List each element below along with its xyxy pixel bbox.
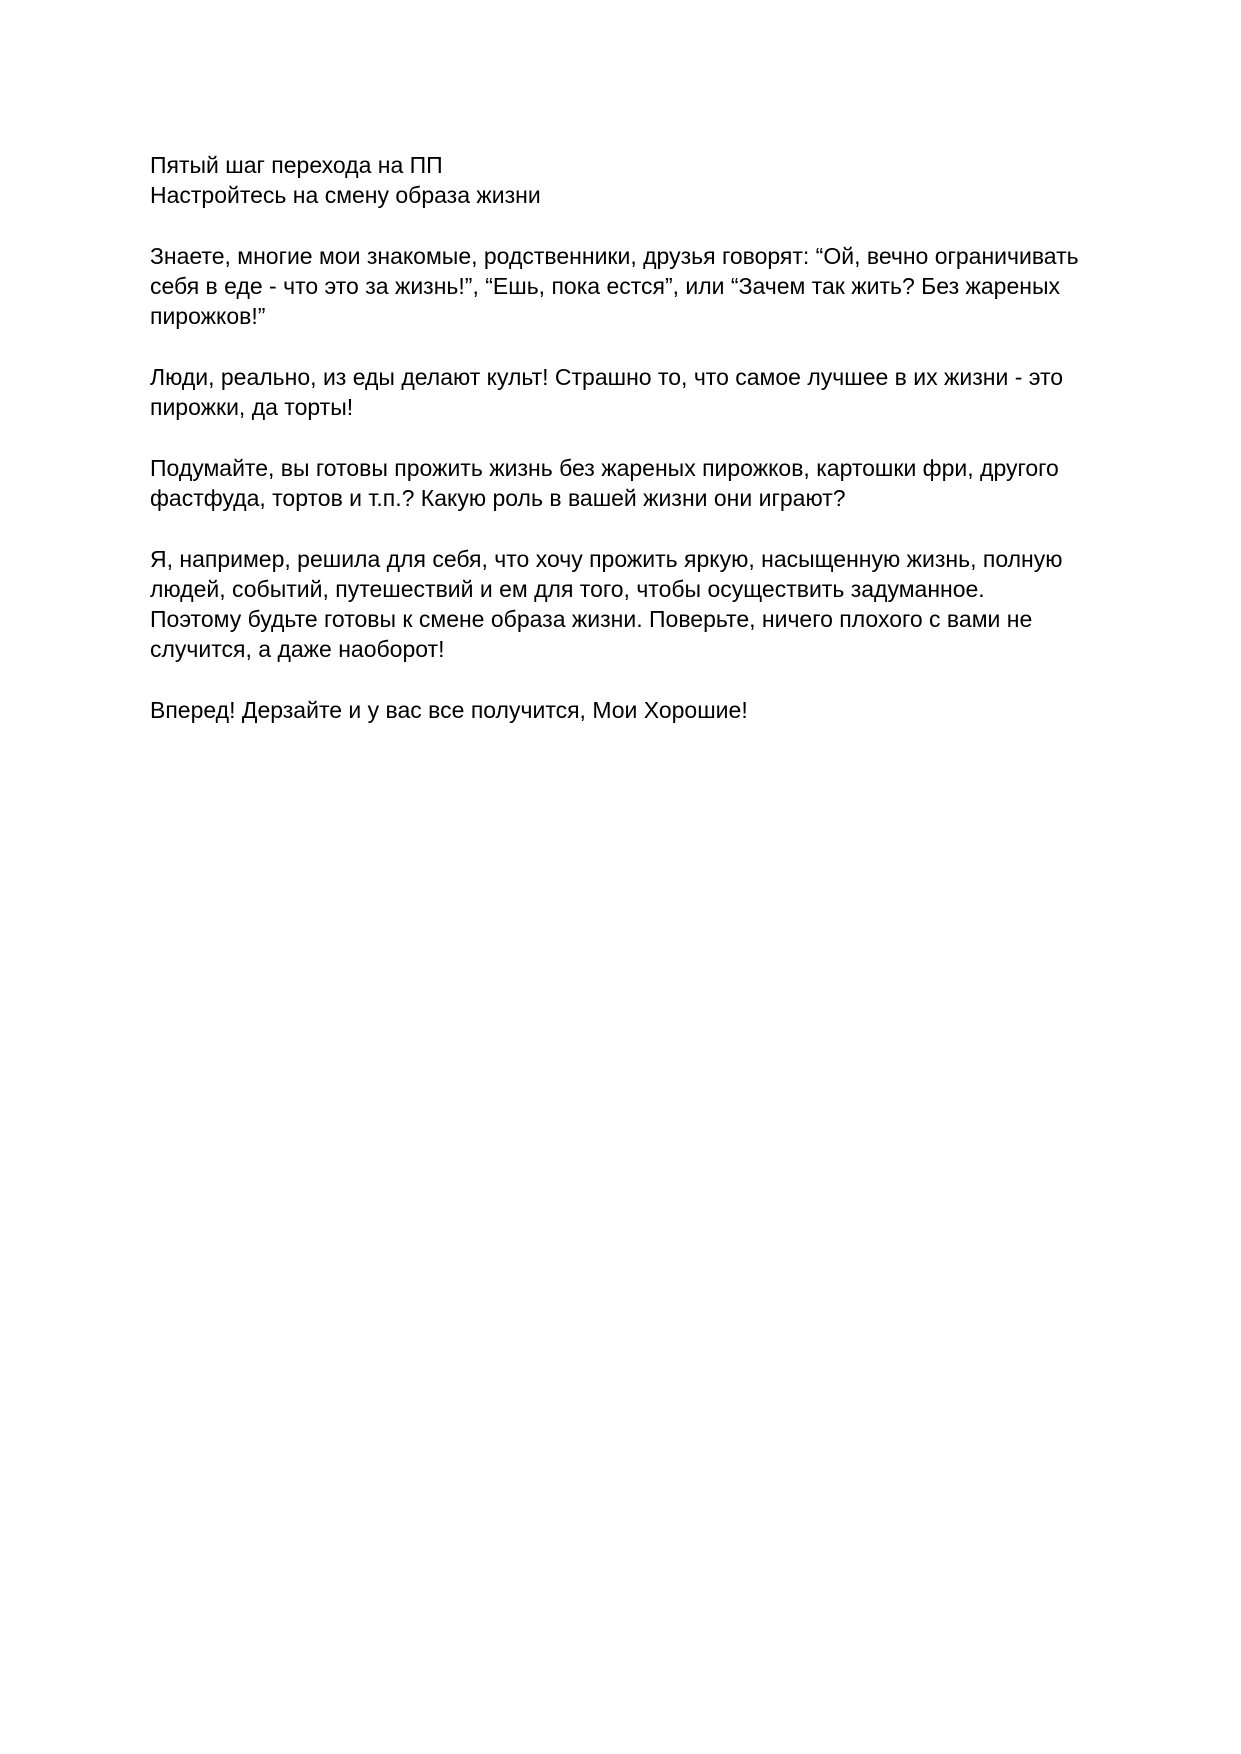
paragraph-spacer: [150, 331, 1090, 362]
paragraph-line: Подумайте, вы готовы прожить жизнь без жареных пирожков, картошки фри, другого: [150, 455, 1059, 481]
document-body: [150, 150, 1090, 725]
paragraph-line: случится, а даже наоборот!: [150, 636, 445, 662]
document-subtitle: Настройтесь на смену образа жизни: [150, 182, 541, 208]
paragraph-line: людей, событий, путешествий и ем для того, чтобы осуществить задуманное.: [150, 576, 985, 602]
paragraph-spacer: [150, 422, 1090, 453]
paragraph-1: [150, 241, 1090, 331]
paragraph-line: себя в еде - что это за жизнь!”, “Ешь, пока естся”, или “Зачем так жить? Без жареных: [150, 273, 1060, 299]
paragraph-line: Я, например, решила для себя, что хочу прожить яркую, насыщенную жизнь, полную: [150, 546, 1063, 572]
paragraph-line: Знаете, многие мои знакомые, родственники, друзья говорят: “Ой, вечно ограничивать: [150, 243, 1079, 269]
paragraph-line: пирожки, да торты!: [150, 394, 354, 420]
paragraph-line: Люди, реально, из еды делают культ! Страшно то, что самое лучшее в их жизни - это: [150, 364, 1064, 390]
document-heading: [150, 150, 1090, 210]
paragraph-5: [150, 695, 1090, 725]
paragraph-line: Поэтому будьте готовы к смене образа жизни. Поверьте, ничего плохого с вами не: [150, 606, 1033, 632]
paragraph-line: фастфуда, тортов и т.п.? Какую роль в вашей жизни они играют?: [150, 485, 846, 511]
paragraph-spacer: [150, 210, 1090, 241]
paragraph-line: пирожков!”: [150, 303, 266, 329]
paragraph-2: [150, 362, 1090, 422]
paragraph-4: [150, 544, 1090, 664]
paragraph-3: [150, 453, 1090, 513]
document-title: Пятый шаг перехода на ПП: [150, 152, 443, 178]
paragraph-line: Вперед! Дерзайте и у вас все получится, Мои Хорошие!: [150, 697, 748, 723]
paragraph-spacer: [150, 664, 1090, 695]
paragraph-spacer: [150, 513, 1090, 544]
